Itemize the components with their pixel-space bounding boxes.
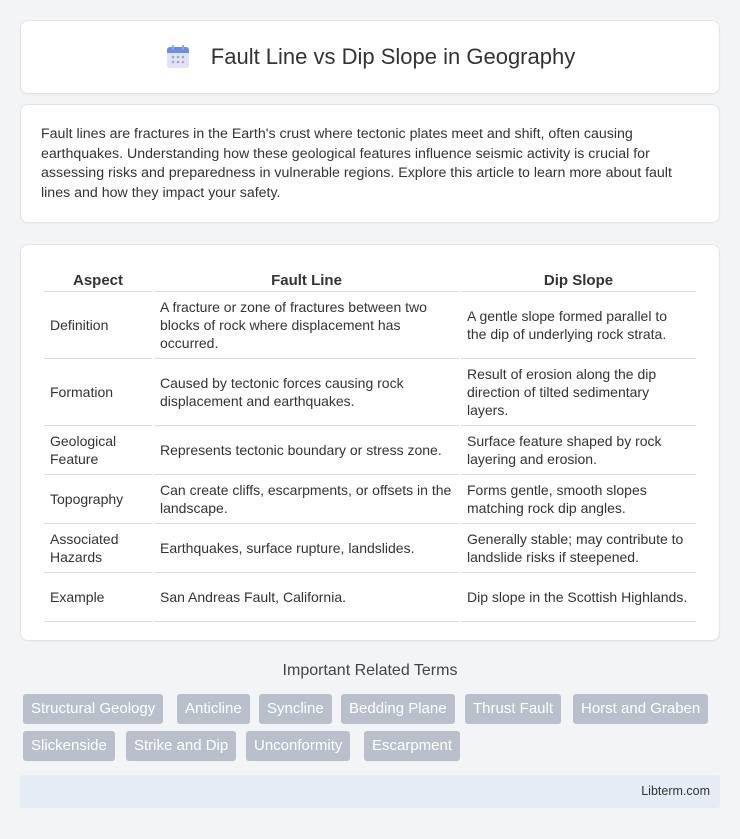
cell-fault-line: Caused by tectonic forces causing rock displacement and earthquakes. (154, 359, 459, 426)
cell-dip-slope: Result of erosion along the dip direction of tilted sedimentary layers. (461, 359, 696, 426)
footer-site-link[interactable]: Libterm.com (641, 784, 710, 798)
tag-bedding-plane[interactable]: Bedding Plane (341, 694, 455, 724)
cell-fault-line: San Andreas Fault, California. (154, 573, 459, 622)
comparison-card (20, 244, 720, 641)
cell-fault-line: A fracture or zone of fractures between two blocks of rock where displacement has occurred. (154, 292, 459, 359)
tag-strike-and-dip[interactable]: Strike and Dip (126, 731, 236, 761)
table-row (44, 426, 696, 475)
cell-aspect: Associated Hazards (44, 524, 152, 573)
tag-anticline[interactable]: Anticline (177, 694, 250, 724)
tag-slickenside[interactable]: Slickenside (23, 731, 115, 761)
tag-structural-geology[interactable]: Structural Geology (23, 694, 163, 724)
cell-dip-slope: Surface feature shaped by rock layering and erosion. (461, 426, 696, 475)
title-card (20, 20, 720, 94)
page-title: Fault Line vs Dip Slope in Geography (210, 44, 576, 69)
tag-syncline[interactable]: Syncline (259, 694, 332, 724)
tag-unconformity[interactable]: Unconformity (246, 731, 350, 761)
tag-thrust-fault[interactable]: Thrust Fault (465, 694, 561, 724)
header-fault-line: Fault Line (154, 265, 459, 292)
cell-aspect: Topography (44, 475, 152, 524)
cell-dip-slope: Forms gentle, smooth slopes matching rock dip angles. (461, 475, 696, 524)
cell-dip-slope: A gentle slope formed parallel to the dip of underlying rock strata. (461, 292, 696, 359)
footer (20, 775, 720, 808)
cell-fault-line: Represents tectonic boundary or stress zone. (154, 426, 459, 475)
intro-card (20, 104, 720, 223)
comparison-table (42, 265, 698, 622)
table-row (44, 292, 696, 359)
cell-fault-line: Earthquakes, surface rupture, landslides. (154, 524, 459, 573)
table-row (44, 524, 696, 573)
related-terms-title: Important Related Terms (282, 662, 458, 679)
table-header-row (44, 265, 696, 292)
header-aspect: Aspect (44, 265, 152, 292)
cell-dip-slope: Dip slope in the Scottish Highlands. (461, 573, 696, 622)
cell-fault-line: Can create cliffs, escarpments, or offsets in the landscape. (154, 475, 459, 524)
cell-aspect: Example (44, 573, 152, 622)
tag-horst-and-graben[interactable]: Horst and Graben (573, 694, 708, 724)
cell-aspect: Geological Feature (44, 426, 152, 475)
header-dip-slope: Dip Slope (461, 265, 696, 292)
table-row (44, 475, 696, 524)
cell-aspect: Formation (44, 359, 152, 426)
table-row (44, 359, 696, 426)
tag-escarpment[interactable]: Escarpment (364, 731, 460, 761)
table-row (44, 573, 696, 622)
cell-dip-slope: Generally stable; may contribute to landslide risks if steepened. (461, 524, 696, 573)
calendar-grid-icon (165, 44, 191, 70)
cell-aspect: Definition (44, 292, 152, 359)
intro-text: Fault lines are fractures in the Earth's crust where tectonic plates meet and shift, often causing earthquakes. Understanding how these geological features influence seismic activity is crucial for assessing risks and preparedness in vulnerable regions. Explore this article to learn more about fault lines and how they impact your safety. (41, 126, 672, 201)
